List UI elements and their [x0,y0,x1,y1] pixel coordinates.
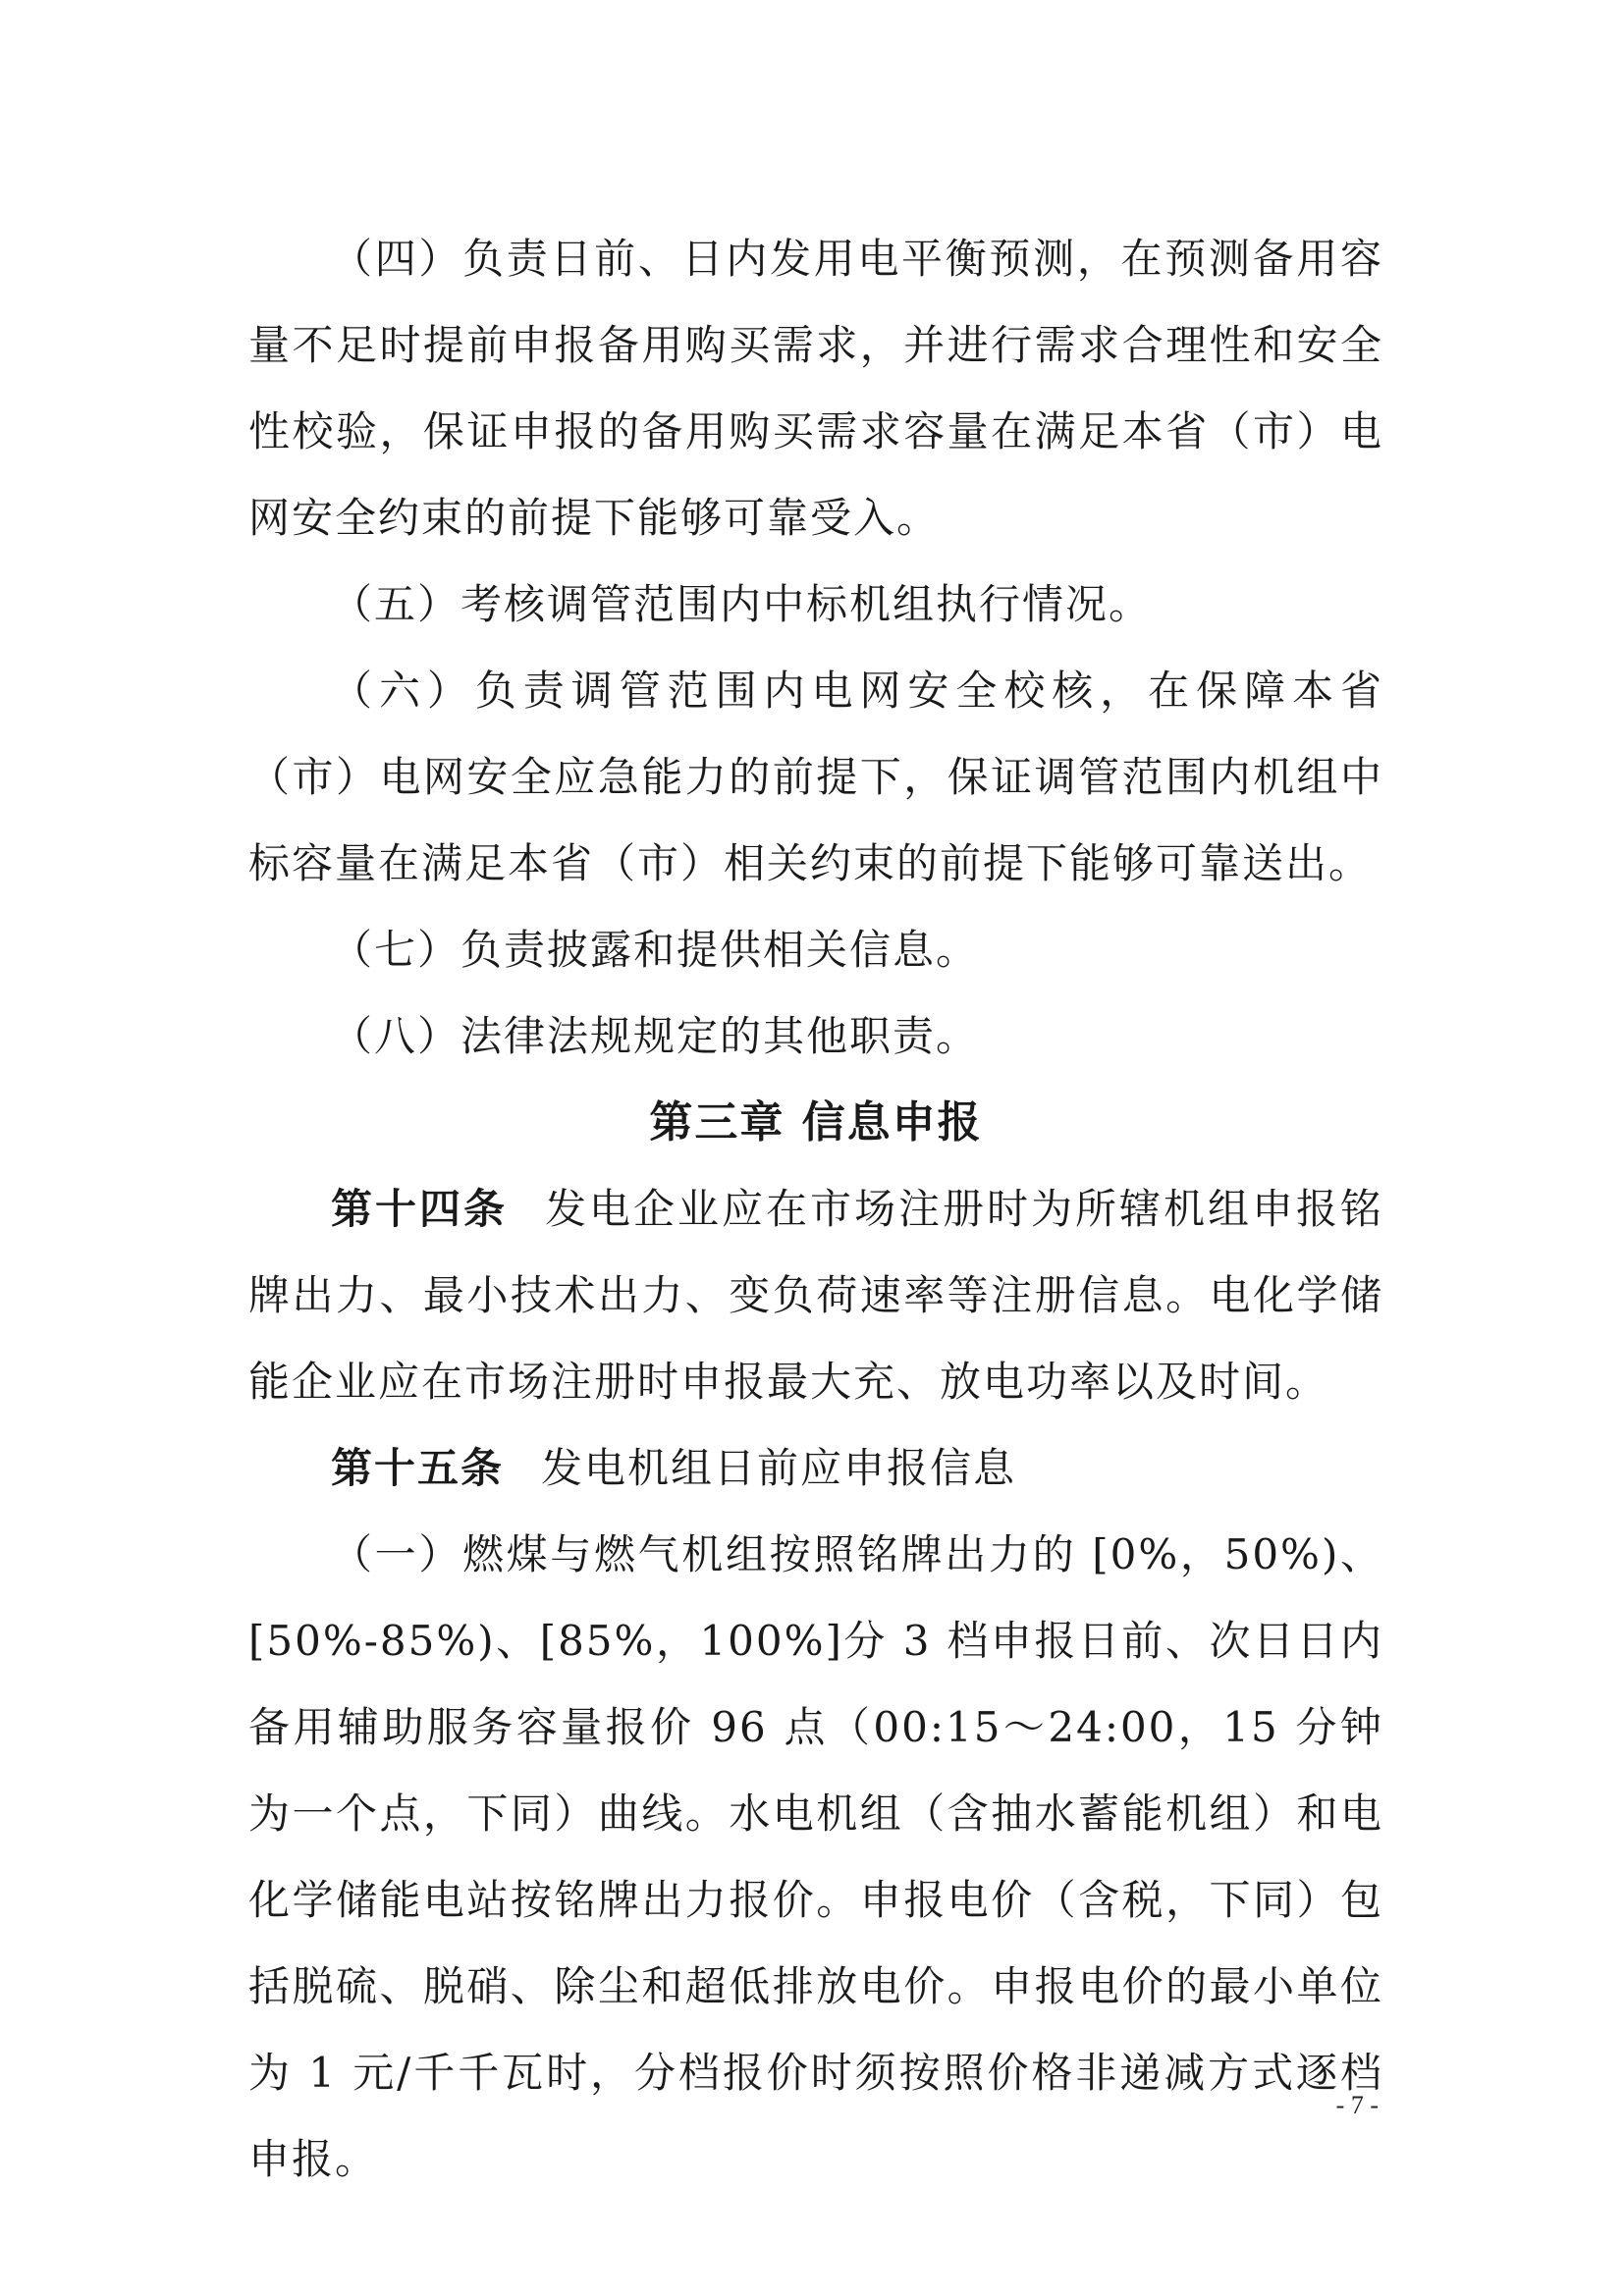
paragraph-item-4: （四）负责日前、日内发用电平衡预测，在预测备用容量不足时提前申报备用购买需求，并进行需求合理性和安全性校验，保证申报的备用购买需求容量在满足本省（市）电网安全约束的前提下能够可靠受入。 [248,235,1383,542]
article-14-label: 第十四条 [331,1185,508,1233]
paragraph-item-5: （五）考核调管范围内中标机组执行情况。 [331,580,1153,628]
article-15-item-1: （一）燃煤与燃气机组按照铭牌出力的 [0%，50%)、[50%-85%)、[85%，100%]分 3 档申报日前、次日日内备用辅助服务容量报价 96 点（00:15～24:00，15 分钟为一个点，下同）曲线。水电机组（含抽水蓄能机组）和电化学储能电站按铭牌出力报价。申报电价（含税，下同）包括脱硫、脱硝、除尘和超低排放电价。申报电价的最小单位为 1 元/千千瓦时，分档报价时须按照价格非递减方式逐档申报。 [248,1530,1383,2183]
article-15 [248,1425,1383,1512]
paragraph-item-7: （七）负责披露和提供相关信息。 [331,926,980,974]
article-14 [248,1166,1383,1425]
article-15-text: 发电机组日前应申报信息 [541,1444,1017,1492]
article-15-label: 第十五条 [331,1444,505,1492]
chapter-heading: 第三章 信息申报 [649,1097,983,1148]
page-number: - 7 - [1335,2091,1379,2119]
paragraph-item-6: （六）负责调管范围内电网安全校核，在保障本省（市）电网安全应急能力的前提下，保证调管范围内机组中标容量在满足本省（市）相关约束的前提下能够可靠送出。 [248,667,1383,887]
document-body [248,216,1383,2203]
paragraph-item-8: （八）法律法规规定的其他职责。 [331,1012,980,1060]
article-14-text: 发电企业应在市场注册时为所辖机组申报铭牌出力、最小技术出力、变负荷速率等注册信息。电化学储能企业应在市场注册时申报最大充、放电功率以及时间。 [248,1185,1383,1406]
